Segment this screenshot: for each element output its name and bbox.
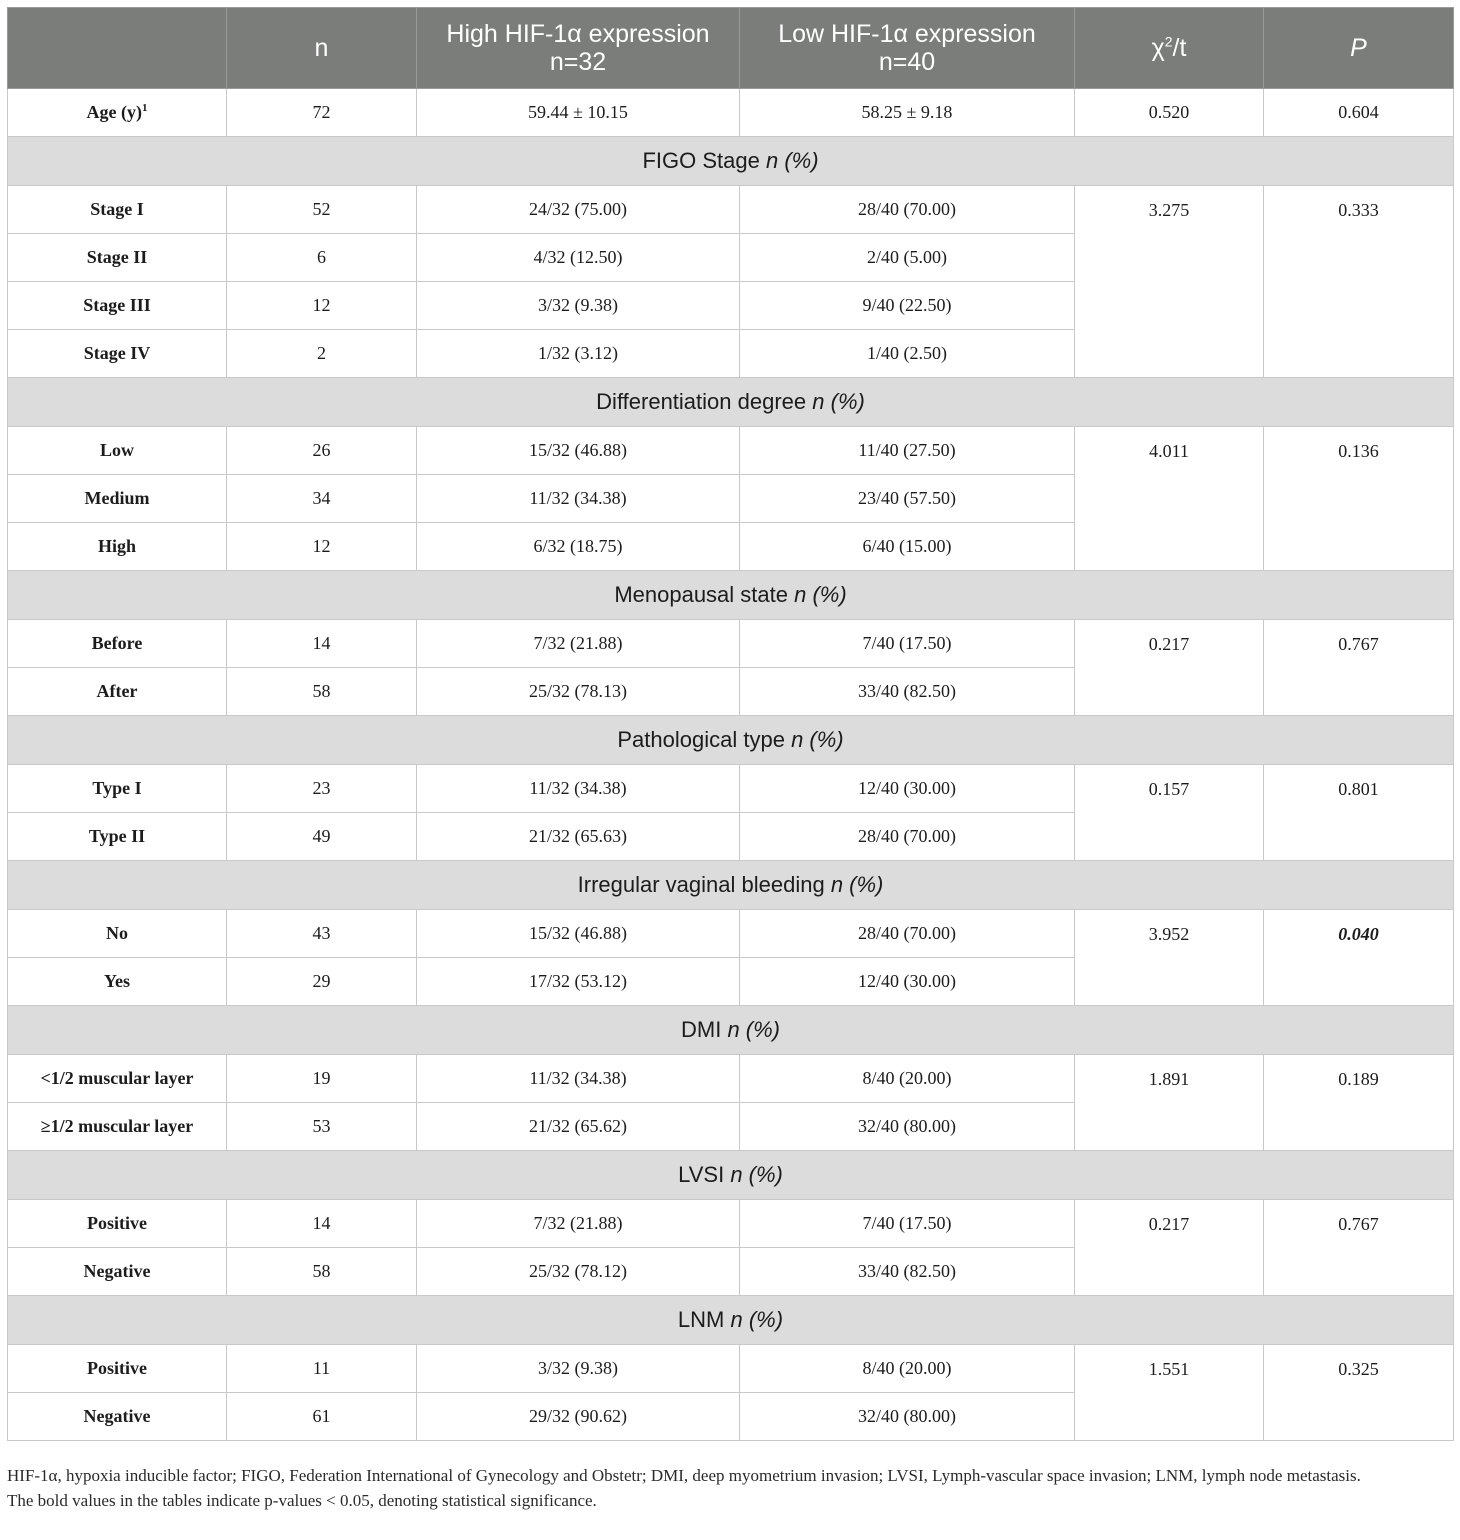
row-label: Yes (8, 958, 227, 1006)
row-label: Stage I (8, 186, 227, 234)
header-low-n: n=40 (878, 48, 936, 76)
header-p-value (1264, 8, 1454, 89)
row-low-expression: 6/40 (15.00) (740, 523, 1075, 571)
row-n: 49 (227, 813, 417, 861)
row-low-expression: 8/40 (20.00) (740, 1055, 1075, 1103)
row-n: 52 (227, 186, 417, 234)
row-low-expression: 9/40 (22.50) (740, 282, 1075, 330)
age-high: 59.44 ± 10.15 (417, 89, 740, 137)
row-low-expression: 28/40 (70.00) (740, 910, 1075, 958)
section-title: DMI (680, 1017, 722, 1042)
section-unit: n (%) (794, 582, 847, 607)
section-unit: n (%) (727, 1017, 780, 1042)
age-stat: 0.520 (1075, 89, 1264, 137)
age-low: 58.25 ± 9.18 (740, 89, 1075, 137)
row-high-expression: 24/32 (75.00) (417, 186, 740, 234)
section-p-value: 0.189 (1264, 1055, 1454, 1151)
section-title-cell (8, 1151, 1454, 1200)
table-row (8, 620, 1454, 668)
row-n: 6 (227, 234, 417, 282)
row-high-expression: 25/32 (78.13) (417, 668, 740, 716)
table-row (8, 910, 1454, 958)
row-label: Low (8, 427, 227, 475)
row-label: Stage IV (8, 330, 227, 378)
section-header-row (8, 861, 1454, 910)
header-chi-square (1075, 8, 1264, 89)
table-row (8, 186, 1454, 234)
section-header-row (8, 571, 1454, 620)
age-n: 72 (227, 89, 417, 137)
row-high-expression: 21/32 (65.62) (417, 1103, 740, 1151)
row-n: 12 (227, 523, 417, 571)
row-n: 61 (227, 1393, 417, 1441)
row-label: Type I (8, 765, 227, 813)
row-low-expression: 23/40 (57.50) (740, 475, 1075, 523)
section-stat: 1.891 (1075, 1055, 1264, 1151)
section-title: Pathological type (617, 727, 785, 752)
row-low-expression: 28/40 (70.00) (740, 813, 1075, 861)
table-row (8, 765, 1454, 813)
row-high-expression: 25/32 (78.12) (417, 1248, 740, 1296)
section-unit: n (%) (765, 148, 819, 173)
hif1a-clinical-table (7, 7, 1454, 1441)
row-label: Negative (8, 1248, 227, 1296)
row-label: <1/2 muscular layer (8, 1055, 227, 1103)
row-n: 2 (227, 330, 417, 378)
table-row (8, 427, 1454, 475)
section-title-cell (8, 571, 1454, 620)
header-row (8, 8, 1454, 89)
row-high-expression: 3/32 (9.38) (417, 282, 740, 330)
section-title: FIGO Stage (642, 148, 760, 173)
row-high-expression: 29/32 (90.62) (417, 1393, 740, 1441)
section-p-value: 0.801 (1264, 765, 1454, 861)
section-stat: 3.275 (1075, 186, 1264, 378)
row-high-expression: 7/32 (21.88) (417, 1200, 740, 1248)
row-high-expression: 1/32 (3.12) (417, 330, 740, 378)
section-header-row (8, 137, 1454, 186)
row-low-expression: 12/40 (30.00) (740, 765, 1075, 813)
section-p-value: 0.136 (1264, 427, 1454, 571)
section-title: Differentiation degree (596, 389, 807, 414)
section-title-cell (8, 1296, 1454, 1345)
section-header-row (8, 1151, 1454, 1200)
section-header-row (8, 1296, 1454, 1345)
section-title-cell (8, 1006, 1454, 1055)
row-low-expression: 33/40 (82.50) (740, 1248, 1075, 1296)
table-header (8, 8, 1454, 89)
section-unit: n (%) (812, 389, 865, 414)
row-low-expression: 32/40 (80.00) (740, 1393, 1075, 1441)
table-body (8, 89, 1454, 1441)
row-label: Negative (8, 1393, 227, 1441)
row-high-expression: 15/32 (46.88) (417, 910, 740, 958)
section-unit: n (%) (791, 727, 844, 752)
row-label: Before (8, 620, 227, 668)
section-unit: n (%) (730, 1162, 783, 1187)
row-n: 58 (227, 1248, 417, 1296)
row-low-expression: 8/40 (20.00) (740, 1345, 1075, 1393)
row-high-expression: 3/32 (9.38) (417, 1345, 740, 1393)
table-row (8, 1200, 1454, 1248)
section-p-value: 0.333 (1264, 186, 1454, 378)
table-footnote (7, 1463, 1453, 1513)
header-chi-tail: /t (1172, 34, 1187, 62)
row-low-expression: 28/40 (70.00) (740, 186, 1075, 234)
header-n: n (227, 8, 417, 89)
row-high-expression: 15/32 (46.88) (417, 427, 740, 475)
row-low-expression: 7/40 (17.50) (740, 1200, 1075, 1248)
header-high-expression (417, 8, 740, 89)
header-low-title: Low HIF-1α expression (778, 20, 1036, 48)
row-high-expression: 11/32 (34.38) (417, 475, 740, 523)
section-title-cell (8, 378, 1454, 427)
row-high-expression: 21/32 (65.63) (417, 813, 740, 861)
table-row (8, 1055, 1454, 1103)
row-low-expression: 2/40 (5.00) (740, 234, 1075, 282)
row-low-expression: 11/40 (27.50) (740, 427, 1075, 475)
section-stat: 0.217 (1075, 620, 1264, 716)
row-n: 58 (227, 668, 417, 716)
section-title-cell (8, 137, 1454, 186)
section-stat: 0.217 (1075, 1200, 1264, 1296)
footnote-abbreviations: HIF-1α, hypoxia inducible factor; FIGO, Federation International of Gynecology and Obstetr; DMI, deep myometrium invasion; LVSI, Lymph-vascular space invasion; LNM, lymph node metastasis. (7, 1466, 1361, 1485)
age-footnote-marker: 1 (141, 102, 148, 114)
row-high-expression: 4/32 (12.50) (417, 234, 740, 282)
section-unit: n (%) (730, 1307, 784, 1332)
row-low-expression: 1/40 (2.50) (740, 330, 1075, 378)
section-unit: n (%) (830, 872, 884, 897)
section-title-cell (8, 861, 1454, 910)
row-n: 26 (227, 427, 417, 475)
section-title: Menopausal state (614, 582, 788, 607)
row-n: 11 (227, 1345, 417, 1393)
data-table-container (7, 7, 1453, 1441)
age-label-cell (8, 89, 227, 137)
row-high-expression: 11/32 (34.38) (417, 765, 740, 813)
age-p: 0.604 (1264, 89, 1454, 137)
row-label: Positive (8, 1200, 227, 1248)
row-label: High (8, 523, 227, 571)
section-title-cell (8, 716, 1454, 765)
header-p-label: P (1350, 34, 1367, 62)
row-n: 14 (227, 1200, 417, 1248)
header-blank (8, 8, 227, 89)
row-high-expression: 17/32 (53.12) (417, 958, 740, 1006)
section-header-row (8, 378, 1454, 427)
row-n: 12 (227, 282, 417, 330)
row-n: 19 (227, 1055, 417, 1103)
header-high-title: High HIF-1α expression (446, 20, 710, 48)
section-title: LNM (677, 1307, 725, 1332)
row-low-expression: 32/40 (80.00) (740, 1103, 1075, 1151)
row-n: 53 (227, 1103, 417, 1151)
section-title: Irregular vaginal bleeding (577, 872, 825, 897)
row-n: 23 (227, 765, 417, 813)
age-row (8, 89, 1454, 137)
row-label: Stage II (8, 234, 227, 282)
row-label: Stage III (8, 282, 227, 330)
row-n: 43 (227, 910, 417, 958)
row-n: 14 (227, 620, 417, 668)
row-label: Medium (8, 475, 227, 523)
section-stat: 3.952 (1075, 910, 1264, 1006)
footnote-significance: The bold values in the tables indicate p-values < 0.05, denoting statistical significance. (7, 1491, 597, 1510)
row-label: After (8, 668, 227, 716)
row-low-expression: 12/40 (30.00) (740, 958, 1075, 1006)
section-header-row (8, 716, 1454, 765)
row-low-expression: 33/40 (82.50) (740, 668, 1075, 716)
row-high-expression: 11/32 (34.38) (417, 1055, 740, 1103)
section-p-value: 0.767 (1264, 620, 1454, 716)
section-p-value: 0.325 (1264, 1345, 1454, 1441)
row-low-expression: 7/40 (17.50) (740, 620, 1075, 668)
section-p-value: 0.767 (1264, 1200, 1454, 1296)
header-chi-base: χ (1151, 34, 1165, 62)
row-label: ≥1/2 muscular layer (8, 1103, 227, 1151)
section-stat: 1.551 (1075, 1345, 1264, 1441)
table-row (8, 1345, 1454, 1393)
row-label: Type II (8, 813, 227, 861)
row-n: 29 (227, 958, 417, 1006)
age-label: Age (y) (86, 102, 142, 122)
row-high-expression: 6/32 (18.75) (417, 523, 740, 571)
header-chi-sup: 2 (1164, 33, 1173, 50)
section-stat: 0.157 (1075, 765, 1264, 861)
row-n: 34 (227, 475, 417, 523)
section-title: LVSI (678, 1162, 725, 1187)
header-low-expression (740, 8, 1075, 89)
section-p-value: 0.040 (1264, 910, 1454, 1006)
section-stat: 4.011 (1075, 427, 1264, 571)
row-label: No (8, 910, 227, 958)
row-label: Positive (8, 1345, 227, 1393)
row-high-expression: 7/32 (21.88) (417, 620, 740, 668)
section-header-row (8, 1006, 1454, 1055)
header-high-n: n=32 (549, 48, 607, 76)
